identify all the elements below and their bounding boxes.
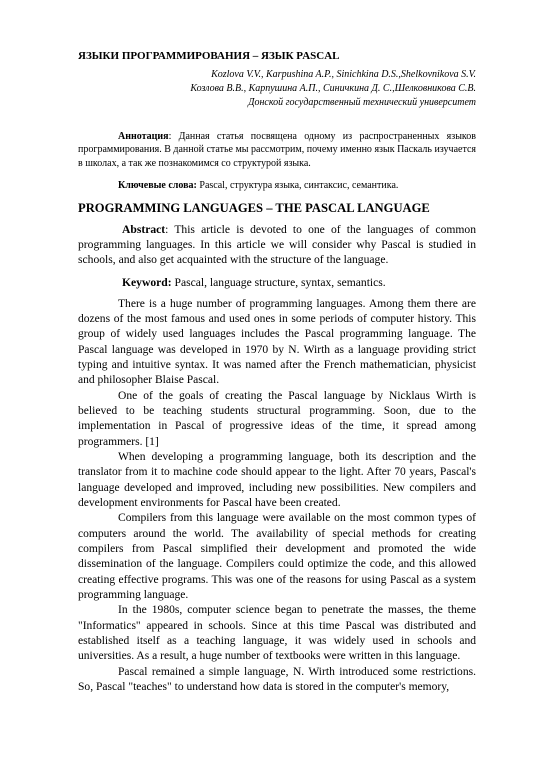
title-russian: ЯЗЫКИ ПРОГРАММИРОВАНИЯ – ЯЗЫК PASCAL — [78, 50, 340, 62]
authors-latin: Kozlova V.V., Karpushina A.P., Sinichkina D.S.,Shelkovnikova S.V. — [211, 69, 476, 80]
body-paragraph: In the 1980s, computer science began to penetrate the masses, the theme "Informatics" appeared in schools. Since at this time Pascal was distributed and established itself as a teaching language, it was widely used in schools and universities. As a result, a huge number of textbooks were written in this language. — [78, 604, 476, 663]
article-body — [78, 297, 476, 696]
body-paragraph: When developing a programming language, both its description and the translator from it to machine code should appear to the light. After 70 years, Pascal's language developed and improved, including new possibilities. New compilers and development environments for Pascal have been created. — [78, 450, 476, 509]
abstract-russian-label: Аннотация — [118, 131, 169, 142]
keywords-russian — [78, 180, 476, 191]
keywords-english-label: Keyword: — [122, 275, 172, 289]
title-english: PROGRAMMING LANGUAGES – THE PASCAL LANGUAGE — [78, 200, 430, 215]
authors-block — [78, 68, 476, 110]
keywords-russian-text: Pascal, структура языка, синтаксис, семантика. — [196, 179, 399, 191]
abstract-english-label: Abstract — [122, 222, 166, 236]
abstract-russian — [78, 130, 476, 170]
authors-cyrillic: Козлова В.В., Карпушина А.П., Синичкина Д. С.,Шелковникова С.В. — [190, 83, 476, 94]
body-paragraph: Compilers from this language were available on the most common types of computers around the world. The availability of special methods for creating compilers from Pascal simplified their development and promoted the wide dissemination of the language. Compilers could optimize the code, and this allowed creating effective programs. This was one of the reasons for using Pascal as a system programming language. — [78, 512, 476, 602]
body-paragraph: Pascal remained a simple language, N. Wirth introduced some restrictions. So, Pascal "teaches" to understand how data is stored in the computer's memory, — [78, 665, 476, 694]
article-page — [78, 50, 476, 695]
abstract-russian-text: : Данная статья посвящена одному из распространенных языков программирования. В данной статье мы рассмотрим, почему именно язык Паскаль изучается в школах, а так же познакомимся со структурой языка. — [78, 131, 476, 169]
body-paragraph: There is a huge number of programming languages. Among them there are dozens of the most famous and used ones in some periods of computer history. This group of widely used languages includes the Pascal programming language. The Pascal language was developed in 1970 by N. Wirth as a language providing strict typing and intuitive syntax. It was named after the French mathematician, physicist and philosopher Blaise Pascal. — [78, 297, 476, 387]
keywords-russian-label: Ключевые слова: — [118, 179, 197, 191]
keywords-english-text: Pascal, language structure, syntax, semantics. — [171, 275, 386, 289]
body-paragraph: One of the goals of creating the Pascal language by Nicklaus Wirth is believed to be teaching students structural programming. Soon, due to the implementation in Pascal of progressive ideas of the time, it spread among programmers. [1] — [78, 389, 476, 448]
affiliation: Донской государственный технический университет — [248, 97, 476, 108]
abstract-english — [78, 222, 476, 268]
keywords-english — [78, 276, 476, 289]
abstract-english-text: : This article is devoted to one of the languages of common programming languages. In this article we will consider why Pascal is studied in schools, and also get acquainted with the structure of the language. — [78, 222, 476, 267]
